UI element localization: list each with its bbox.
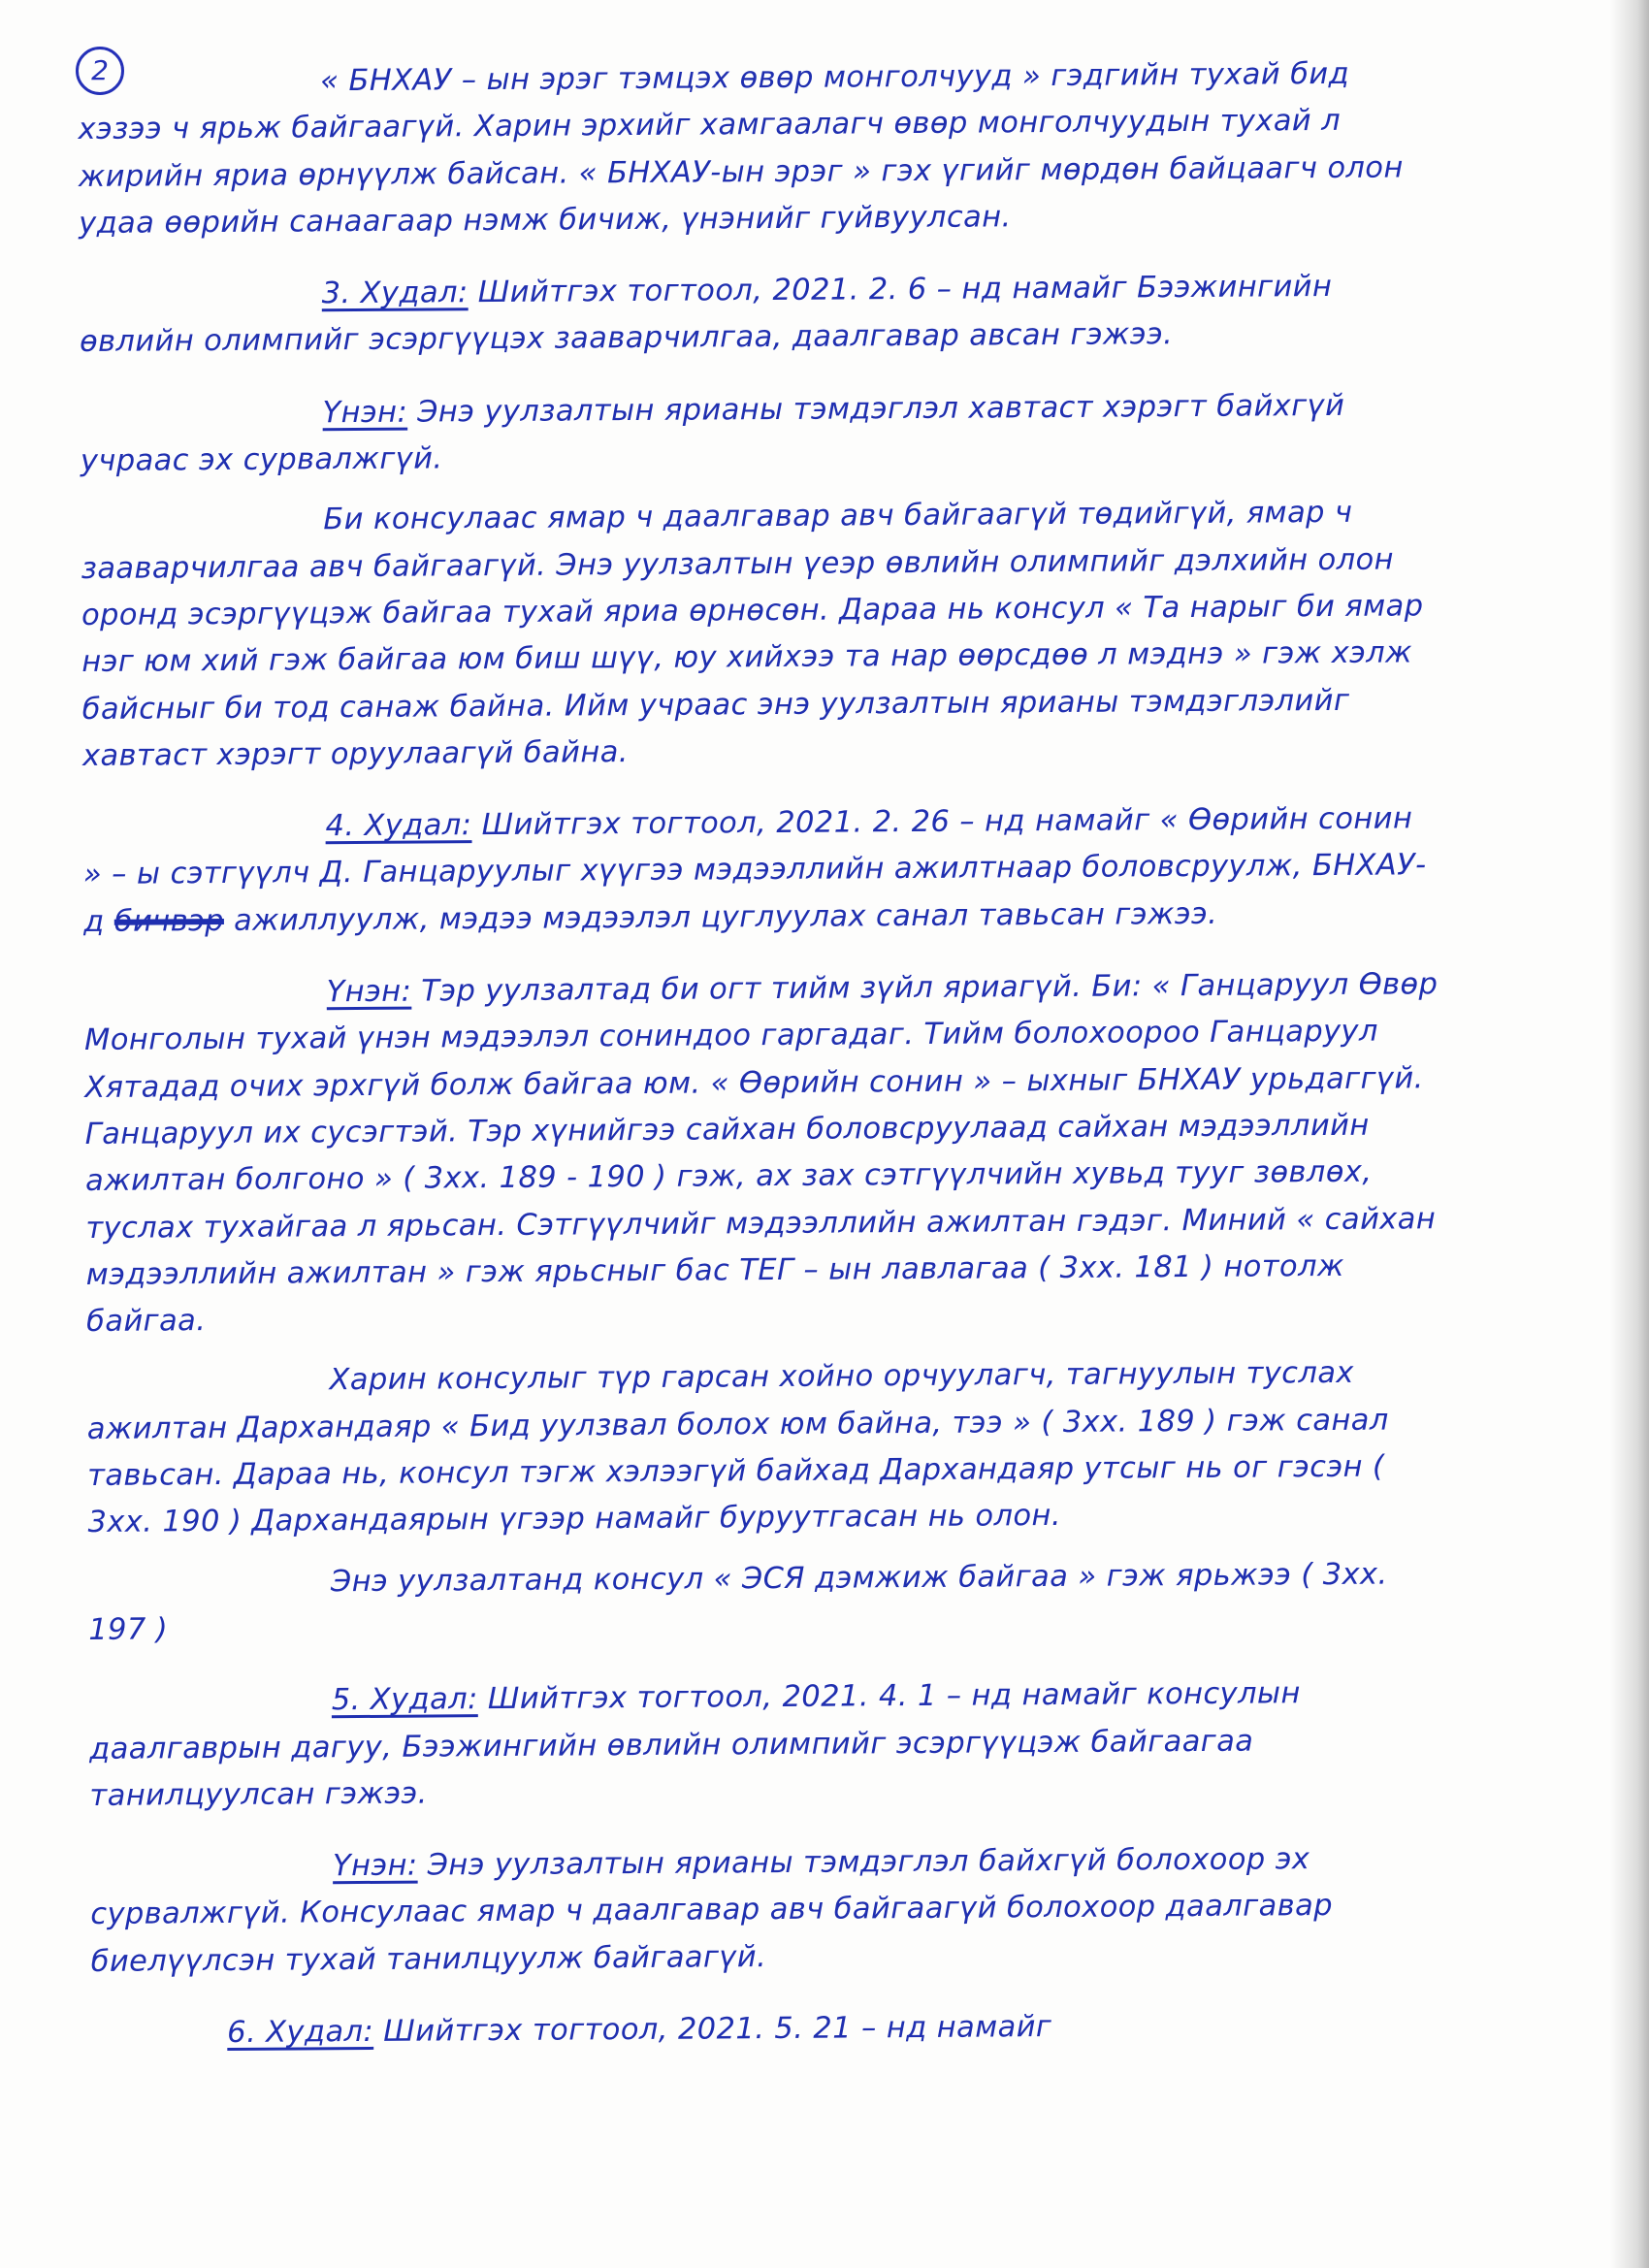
paragraph-truth-3	[80, 382, 1439, 485]
paragraph-truth-5	[90, 1835, 1449, 1986]
paragraph-1	[78, 50, 1437, 247]
paragraph-claim-4	[82, 795, 1441, 946]
paragraph-claim-3	[80, 263, 1439, 366]
paragraph-truth-3-detail	[81, 490, 1440, 781]
paragraph-label: Үнэн:	[326, 974, 412, 1010]
paragraph-label: 5. Худал:	[331, 1682, 478, 1718]
paragraph-text: Шийтгэх тогтоол, 2021. 4. 1 – нд намайг консулын даалгаврын дагуу, Бээжингийн өвлийн олимпийг эсэргүүцэж байгаагаа танилцуулсан гэжээ.	[89, 1676, 1301, 1813]
handwritten-text-body	[78, 50, 1449, 2057]
struck-out-word: бичвэр	[113, 903, 225, 939]
paragraph-claim-5	[89, 1669, 1448, 1820]
paragraph-label: Үнэн:	[322, 395, 408, 431]
paragraph-label: 4. Худал:	[325, 808, 472, 844]
page-number: 2	[76, 47, 124, 95]
paragraph-text: Энэ уулзалтанд консул « ЭСЯ дэмжиж байгаа » гэж ярьжээ ( 3хх. 197 )	[88, 1557, 1388, 1647]
paragraph-truth-4-detail	[86, 1350, 1445, 1547]
paragraph-text: « БНХАУ – ын эрэг тэмцэх өвөр монголчууд » гэдгийн тухай бид хэзээ ч ярьж байгаагүй. Харин эрхийг хамгаалагч өвөр монголчуудын тухай л жирийн яриа өрнүүлж байсан. « БНХАУ-ын эрэг » гэх үгийг мөрдөн байцаагч олон удаа өөрийн санаагаар нэмж бичиж, үнэнийг гуйвуулсан.	[78, 56, 1404, 241]
paragraph-text-with-strike: Шийтгэх тогтоол, 2021. 2. 26 – нд намайг « Өөрийн сонин » – ы сэтгүүлч Д. Ганцаруулыг хүүгээ мэдээллийн ажилтнаар боловсруулж, БНХАУ-д бичвэр ажиллуулж, мэдээ мэдээлэл цуглуулах санал тавьсан гэжээ.	[82, 801, 1427, 939]
paragraph-text: Тэр уулзалтад би огт тийм зүйл яриагүй. Би: « Ганцаруул Өвөр Монголын тухай үнэн мэдээлэл сониндоо гаргадаг. Тийм болохоороо Ганцаруул Хятадад очих эрхгүй болж байгаа юм. « Өөрийн сонин » – ыхныг БНХАУ урьдаггүй. Ганцаруул их сусэгтэй. Тэр хүнийгээ сайхан боловсруулаад сайхан мэдээллийн ажилтан болгоно » ( 3хх. 189 - 190 ) гэж, ах зах сэтгүүлчийн хувьд тууг зөвлөх, туслах тухайгаа л ярьсан. Сэтгүүлчийг мэдээллийн ажилтан гэдэг. Миний « сайхан мэдээллийн ажилтан » гэж ярьсныг бас ТЕГ – ын лавлагаа ( 3хх. 181 ) нотолж байгаа.	[83, 967, 1439, 1340]
paragraph-text: Шийтгэх тогтоол, 2021. 2. 6 – нд намайг Бээжингийн өвлийн олимпийг эсэргүүцэх зааварчилгаа, даалгавар авсан гэжээ.	[79, 270, 1333, 360]
paragraph-text: Би консулаас ямар ч даалгавар авч байгаагүй төдийгүй, ямар ч зааварчилгаа авч байгаагүй. Энэ уулзалтын үеэр өвлийн олимпийг дэлхийн олон оронд эсэргүүцэж байгаа тухай яриа өрнөсөн. Дараа нь консул « Та нарыг би ямар нэг юм хий гэж байгаа юм биш шүү, юу хийхээ та нар өөрсдөө л мэднэ » гэж хэлж байсныг би тод санаж байна. Ийм учраас энэ уулзалтын ярианы тэмдэглэлийг хавтаст хэрэгт оруулаагүй байна.	[81, 496, 1424, 773]
paragraph-text: Харин консулыг түр гарсан хойно орчуулагч, тагнуулын туслах ажилтан Дархандаяр « Бид уулзвал болох юм байна, тээ » ( 3хх. 189 ) гэж санал тавьсан. Дараа нь, консул тэгж хэлээгүй байхад Дархандаяр утсыг нь ог гэсэн ( 3хх. 190 ) Дархандаярын үгээр намайг буруутгасан нь олон.	[86, 1356, 1389, 1540]
paragraph-text: Шийтгэх тогтоол, 2021. 5. 21 – нд намайг	[372, 2010, 1052, 2049]
paragraph-text: Энэ уулзалтын ярианы тэмдэглэл байхгүй болохоор эх сурвалжгүй. Консулаас ямар ч даалгавар авч байгаагүй болохоор даалгавар биелүүлсэн тухай танилцуулж байгаагүй.	[90, 1842, 1334, 1979]
paragraph-truth-4	[84, 961, 1445, 1345]
page-edge-shadow	[1610, 0, 1649, 2268]
paragraph-label: 6. Худал:	[227, 2014, 374, 2050]
paragraph-label: 3. Худал:	[321, 275, 469, 311]
paragraph-text: Энэ уулзалтын ярианы тэмдэглэл хавтаст хэрэгт байхгүй учраас эх сурвалжгүй.	[80, 388, 1345, 479]
paragraph-label: Үнэн:	[332, 1848, 418, 1884]
paragraph-claim-6	[91, 2001, 1449, 2057]
paragraph-truth-4-note	[88, 1551, 1447, 1654]
